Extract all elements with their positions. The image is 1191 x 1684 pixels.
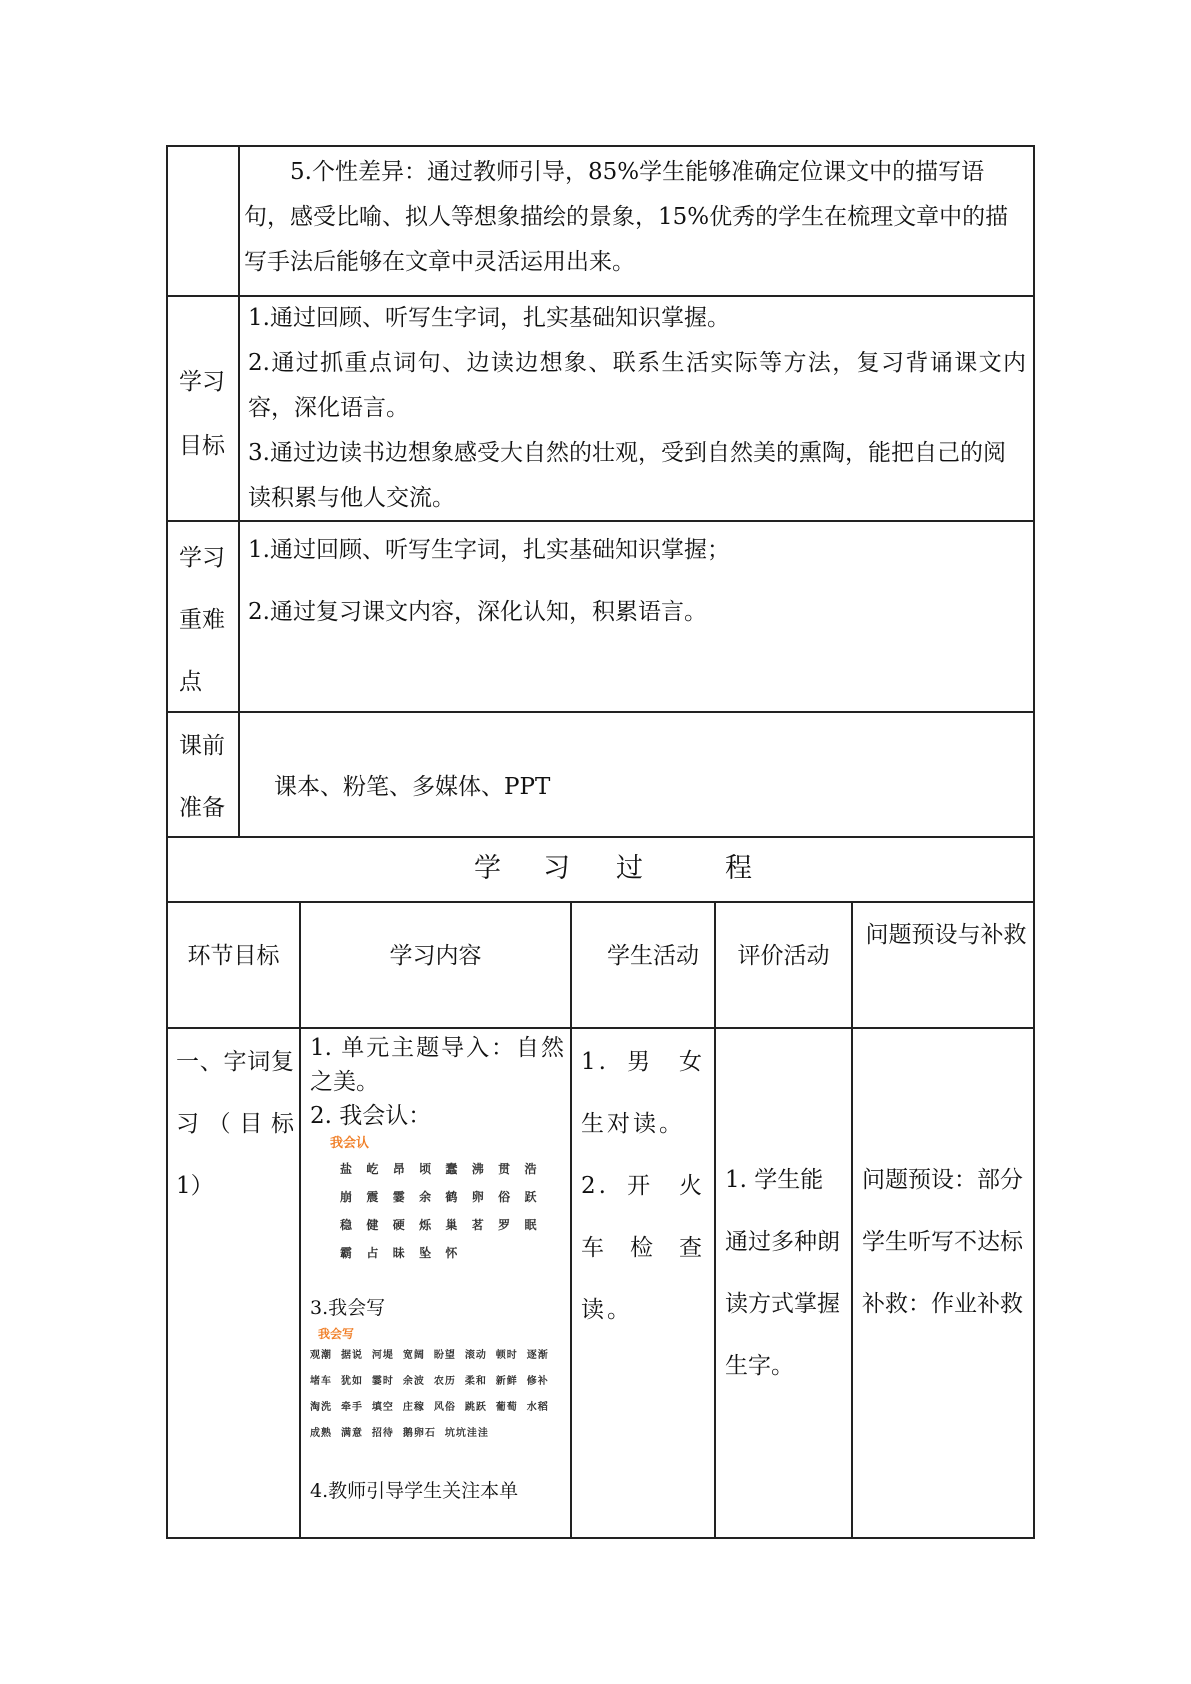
goals-cell	[248, 296, 1026, 521]
recognize-line-4: 霸 占 昧 坠 怀	[340, 1246, 460, 1260]
individual-difference-cell	[244, 150, 1026, 285]
write-line-2: 堵车 犹如 霎时 余波 农历 柔和 新鲜 修补	[310, 1376, 549, 1387]
process-col-divider-3	[714, 901, 716, 1538]
row1-goal-text: 一、字词复习（目标1）	[176, 1049, 294, 1199]
write-title: 我会写	[318, 1327, 355, 1341]
write-image	[310, 1325, 564, 1447]
issue-preset: 问题预设：部分学生听写不达标	[862, 1167, 1023, 1255]
prep-label-line-1: 课前	[179, 733, 225, 759]
recognize-line-1: 盐 屹 昂 顷 蠢 沸 贯 浩	[340, 1162, 539, 1176]
header-goal-text: 环节目标	[187, 943, 280, 969]
goal-item-1: 1.通过回顾、听写生字词，扎实基础知识掌握。	[248, 305, 730, 331]
header-student-text: 学生活动	[607, 943, 699, 969]
goal-item-3: 3.通过边读书边想象感受大自然的壮观，受到自然美的熏陶，能把自己的阅读积累与他人交流。	[248, 440, 1006, 511]
content-item-2: 2. 我会认：	[310, 1103, 432, 1129]
table-border-bottom	[166, 1537, 1035, 1539]
goals-label	[168, 350, 238, 478]
write-line-1: 观潮 据说 河堤 宽阔 盼望 滚动 顿时 逐渐	[310, 1350, 549, 1361]
row1-goal	[176, 1031, 294, 1217]
individual-difference-text: 5.个性差异：通过教师引导，85%学生能够准确定位课文中的描写语句，感受比喻、拟人等想象描绘的景象，15%优秀的学生在梳理文章中的描写手法后能够在文章中灵活运用出来。	[244, 159, 1009, 275]
recognize-line-2: 崩 震 霎 余 鹤 卵 俗 跃	[340, 1190, 539, 1204]
process-title	[168, 838, 1033, 900]
goals-label-line-2: 目标	[179, 433, 225, 459]
header-eval	[716, 934, 851, 978]
row1-student	[581, 1031, 705, 1341]
goal-item-2: 2.通过抓重点词句、边读边想象、联系生活实际等方法，复习背诵课文内容，深化语言。	[248, 350, 1026, 421]
write-line-4: 成熟 满意 招待 鹅卵石 坑坑洼洼	[310, 1428, 489, 1439]
prep-cell	[274, 765, 974, 809]
row-divider-6	[166, 1027, 1035, 1029]
key-label-line-2: 重难	[179, 607, 225, 633]
process-title-char-3: 过	[616, 853, 643, 884]
table-border-top	[166, 145, 1035, 147]
prep-text: 课本、粉笔、多媒体、PPT	[274, 774, 551, 800]
header-student	[592, 934, 714, 978]
row-divider-3	[166, 711, 1035, 713]
key-label-line-3: 点	[179, 669, 202, 695]
student-activity-1: 1. 男 女 生对读。	[581, 1049, 705, 1137]
process-col-divider-2	[570, 901, 572, 1538]
table-border-right	[1033, 145, 1035, 1539]
process-title-char-4: 程	[725, 853, 752, 884]
student-activity-2: 2. 开 火 车检查读。	[581, 1173, 705, 1323]
recognize-title: 我会认	[330, 1136, 370, 1151]
row1-eval	[725, 1149, 845, 1397]
issue-remedy: 补救：作业补救	[862, 1291, 1023, 1317]
row1-issue	[862, 1149, 1030, 1335]
process-col-divider-1	[299, 901, 301, 1538]
key-point-2: 2.通过复习课文内容，深化认知，积累语言。	[248, 599, 707, 625]
header-eval-text: 评价活动	[737, 943, 830, 969]
eval-activity-1: 1. 学生能通过多种朗读方式掌握生字。	[725, 1167, 840, 1379]
header-issue-text: 问题预设与补救	[865, 922, 1027, 948]
header-content-text: 学习内容	[389, 943, 482, 969]
key-points-cell	[248, 519, 1026, 643]
prep-label	[168, 715, 238, 839]
key-points-label	[168, 527, 238, 713]
prep-label-line-2: 准备	[179, 795, 225, 821]
write-line-3: 淘洗 牵手 填空 庄稼 风俗 跳跃 葡萄 水稻	[310, 1402, 549, 1413]
key-point-1: 1.通过回顾、听写生字词，扎实基础知识掌握；	[248, 537, 730, 563]
goals-label-line-1: 学习	[179, 369, 225, 395]
key-label-line-1: 学习	[179, 545, 225, 571]
header-issue	[862, 904, 1030, 966]
content-item-1: 1. 单元主题导入：自然之美。	[310, 1035, 564, 1095]
row1-content	[310, 1031, 564, 1502]
header-content	[301, 934, 570, 978]
content-item-4: 4.教师引导学生关注本单	[310, 1480, 519, 1502]
process-title-char-2: 习	[543, 853, 570, 884]
header-goal	[168, 934, 299, 978]
recognize-line-3: 稳 健 硬 烁 巢 茗 罗 眠	[340, 1218, 539, 1232]
label-column-divider	[238, 145, 240, 837]
process-col-divider-4	[851, 901, 853, 1538]
process-title-char-1: 学	[474, 853, 501, 884]
content-item-3: 3.我会写	[310, 1297, 386, 1319]
row-divider-5	[166, 901, 1035, 903]
recognize-image	[310, 1133, 564, 1267]
